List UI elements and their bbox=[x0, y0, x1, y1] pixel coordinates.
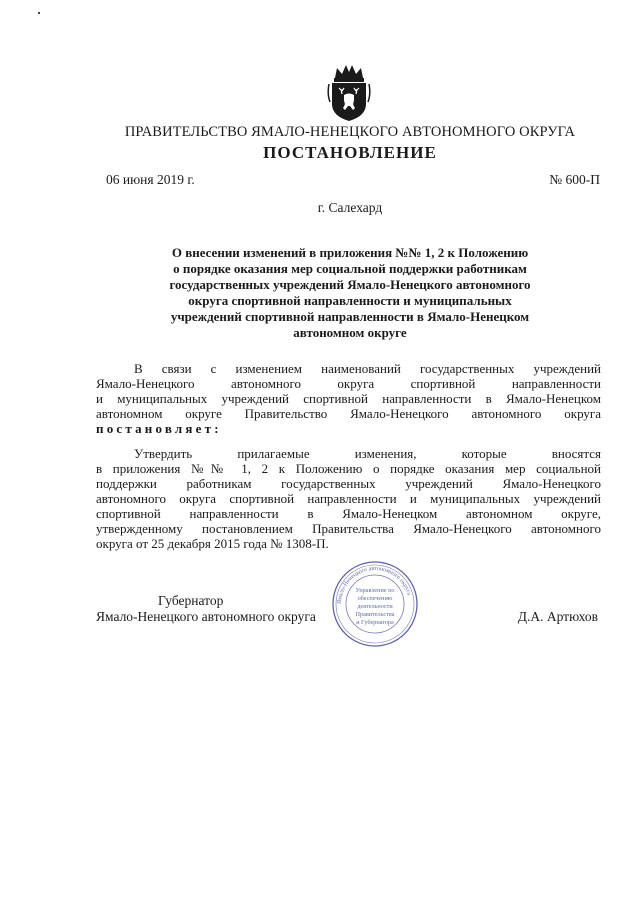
subject-line: автономном округе bbox=[293, 325, 407, 340]
stamp-center-line: обеспечению bbox=[357, 595, 393, 602]
stamp-center-line: и Губернатора bbox=[356, 619, 394, 626]
scan-speck bbox=[38, 12, 40, 14]
document-city: г. Салехард bbox=[317, 200, 383, 215]
signer-region: Ямало-Ненецкого автономного округа bbox=[96, 609, 316, 624]
signer-position: Губернатор bbox=[158, 593, 224, 608]
subject-line: государственных учреждений Ямало-Ненецкого автономного bbox=[169, 277, 531, 292]
clause-paragraph bbox=[96, 446, 601, 551]
clause-line: в приложения №№ 1, 2 к Положению о порядке оказания мер социальной bbox=[96, 461, 601, 476]
signer-title bbox=[96, 593, 326, 625]
subject-line: о порядке оказания мер социальной поддержки работникам bbox=[173, 261, 527, 276]
stamp-center-line: Правительства bbox=[355, 611, 395, 618]
preamble-line: автономном округе Правительство Ямало-Ненецкого автономного округа bbox=[96, 406, 601, 421]
document-subject bbox=[120, 245, 580, 341]
clause-line: спортивной направленности в Ямало-Ненецком автономном округе, bbox=[96, 506, 601, 521]
document-type: ПОСТАНОВЛЕНИЕ bbox=[263, 143, 437, 162]
official-stamp bbox=[331, 560, 419, 648]
preamble-line: и муниципальных учреждений спортивной направленности в Ямало-Ненецком bbox=[96, 391, 601, 406]
subject-line: учреждений спортивной направленности в Ямало-Ненецком bbox=[170, 309, 530, 324]
stamp-center-line: деятельности bbox=[357, 603, 393, 610]
coat-of-arms-icon bbox=[327, 64, 371, 122]
clause-line: округа от 25 декабря 2015 года № 1308-П. bbox=[96, 536, 329, 551]
document-date: 06 июня 2019 г. bbox=[106, 172, 195, 187]
stamp-ring-text: Ямало-Ненецкого автономного округа bbox=[336, 565, 412, 605]
resolves-keyword: постановляет: bbox=[96, 421, 222, 436]
clause-line: Утвердить прилагаемые изменения, которые вносятся bbox=[134, 446, 601, 461]
clause-line: автономного округа спортивной направленности и муниципальных учреждений bbox=[96, 491, 601, 506]
clause-line: поддержки работникам государственных учреждений Ямало-Ненецкого bbox=[96, 476, 601, 491]
document-number: № 600-П bbox=[549, 172, 600, 187]
stamp-center-line: Управление по bbox=[355, 587, 395, 594]
signer-name: Д.А. Артюхов bbox=[517, 609, 598, 624]
preamble-paragraph bbox=[96, 361, 601, 436]
clause-line: утвержденному постановлением Правительства Ямало-Ненецкого автономного bbox=[96, 521, 601, 536]
preamble-line: В связи с изменением наименований государственных учреждений bbox=[134, 361, 601, 376]
subject-line: округа спортивной направленности и муниципальных bbox=[188, 293, 512, 308]
government-name: ПРАВИТЕЛЬСТВО ЯМАЛО-НЕНЕЦКОГО АВТОНОМНОГО ОКРУГА bbox=[124, 124, 576, 140]
preamble-line: Ямало-Ненецкого автономного округа спортивной направленности bbox=[96, 376, 601, 391]
subject-line: О внесении изменений в приложения №№ 1, 2 к Положению bbox=[171, 245, 529, 260]
